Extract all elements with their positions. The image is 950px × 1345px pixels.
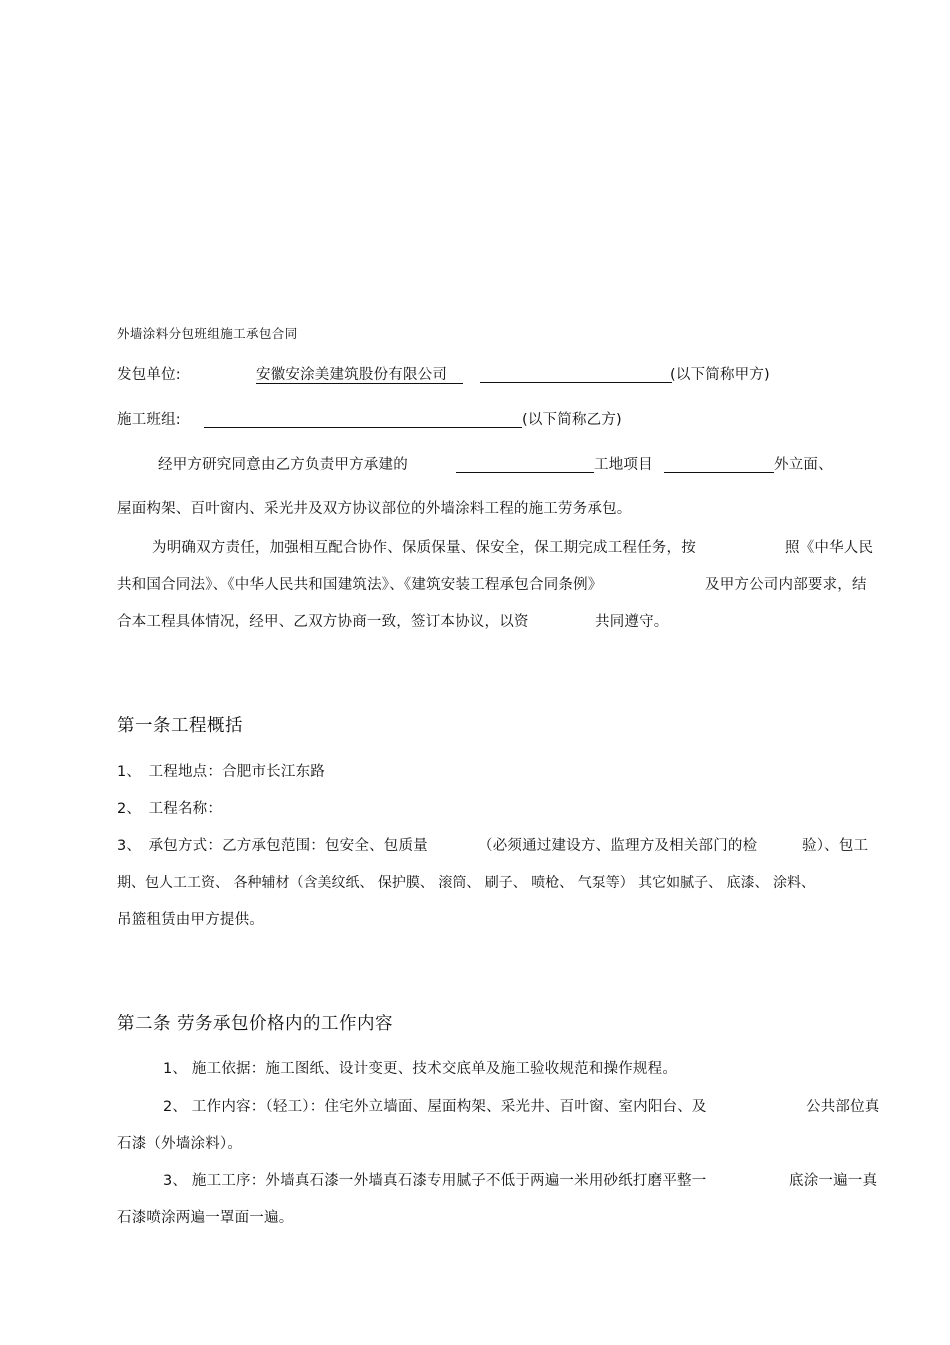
- project-blank: [456, 455, 594, 477]
- intro-p1-line2: 屋面构架、百叶窗内、采光井及双方协议部位的外墙涂料工程的施工劳务承包。: [117, 501, 632, 517]
- article1-item3-c: 验）、包工: [802, 838, 869, 854]
- employer-name: 安徽安涂美建筑股份有限公司: [256, 367, 463, 384]
- employer-name-field: [256, 365, 463, 385]
- article2-item2-line2: 石漆（外墙涂料）。: [117, 1136, 243, 1152]
- article1-item1: 1、 工程地点：合肥市长江东路: [117, 764, 325, 780]
- item-blank: [664, 455, 774, 477]
- article2-item2-a: 2、 工作内容：（轻工）：住宅外立墙面、屋面构架、采光井、百叶窗、室内阳台、及: [163, 1099, 707, 1115]
- intro-p2-line3-b: 共同遵守。: [595, 614, 669, 630]
- article1-item2: 2、 工程名称：: [117, 801, 223, 817]
- team-blank: [204, 410, 522, 432]
- intro-p2-line2-a: 共和国合同法》、《中华人民共和国建筑法》、《建筑安装工程承包合同条例》: [117, 577, 603, 593]
- employer-blank: [480, 365, 672, 387]
- intro-p2-line1-a: 为明确双方责任，加强相互配合协作、保质保量、保安全，保工期完成工程任务，按: [152, 540, 696, 556]
- article2-item2-b: 公共部位真: [806, 1099, 880, 1115]
- employer-blank-line: [480, 365, 672, 383]
- article1-item3-line3: 吊篮租赁由甲方提供。: [117, 912, 264, 928]
- team-label: 施工班组:: [117, 412, 181, 428]
- article1-item3-b: （必须通过建设方、监理方及相关部门的检: [478, 838, 758, 854]
- article2-item3-b: 底涂一遍一真: [789, 1173, 878, 1189]
- project-blank-line: [456, 455, 594, 473]
- article2-heading: 第二条 劳务承包价格内的工作内容: [117, 1014, 394, 1034]
- article2-item3-line2: 石漆喷涂两遍一罩面一遍。: [117, 1210, 294, 1226]
- intro-p1-b: 工地项目: [594, 457, 653, 473]
- item-blank-line: [664, 455, 774, 473]
- team-blank-line: [204, 410, 522, 428]
- intro-p1-a: 经甲方研究同意由乙方负责甲方承建的: [158, 457, 408, 473]
- intro-p2-line2-b: 及甲方公司内部要求，结: [705, 577, 867, 593]
- intro-p2-line1-b: 照《中华人民: [785, 540, 874, 556]
- article1-item3-a: 3、 承包方式：乙方承包范围：包安全、包质量: [117, 838, 428, 854]
- intro-p1-c: 外立面、: [774, 457, 833, 473]
- team-suffix: (以下简称乙方): [522, 412, 622, 428]
- document-title: 外墙涂料分包班组施工承包合同: [117, 326, 298, 341]
- article2-item3-a: 3、 施工工序：外墙真石漆一外墙真石漆专用腻子不低于两遍一米用砂纸打磨平整一: [163, 1173, 707, 1189]
- article1-heading: 第一条工程概括: [117, 716, 243, 736]
- article1-item3-line2: 期、包人工工资、 各种辅材（含美纹纸、 保护膜、 滚筒、 刷子、 喷枪、 气泵等） 其它如腻子、 底漆、 涂料、: [117, 875, 816, 891]
- employer-suffix: (以下简称甲方): [670, 367, 770, 383]
- article2-item1: 1、 施工依据：施工图纸、设计变更、技术交底单及施工验收规范和操作规程。: [163, 1061, 678, 1077]
- intro-p2-line3-a: 合本工程具体情况，经甲、乙双方协商一致，签订本协议，以资: [117, 614, 529, 630]
- employer-label: 发包单位:: [117, 367, 181, 383]
- employer-row: [117, 365, 181, 385]
